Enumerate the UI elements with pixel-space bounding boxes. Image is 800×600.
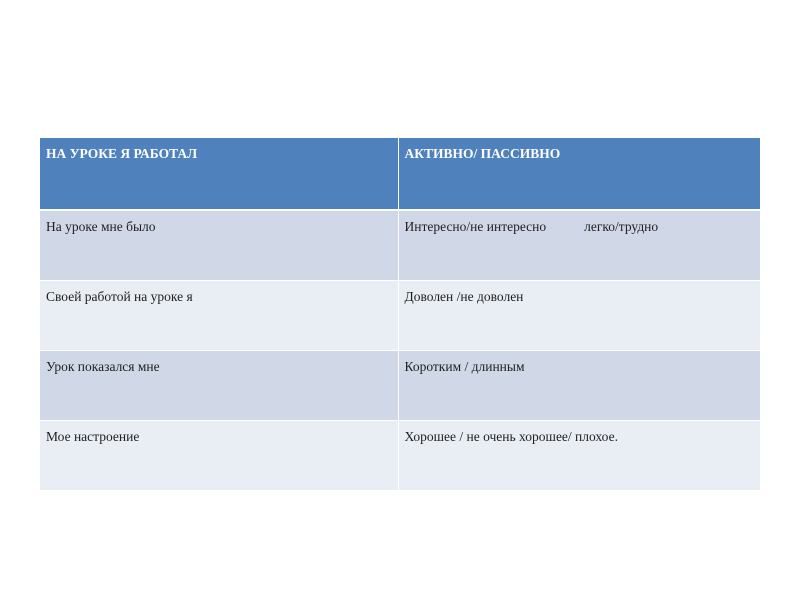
row-label-cell: На уроке мне было — [40, 210, 398, 280]
table-header-row — [40, 138, 760, 210]
table-row — [40, 280, 760, 350]
table-row — [40, 420, 760, 490]
row-value-cell: Доволен /не доволен — [398, 280, 760, 350]
row-value-cell: Хорошее / не очень хорошее/ плохое. — [398, 420, 760, 490]
header-cell-worked: НА УРОКЕ Я РАБОТАЛ — [40, 138, 398, 210]
row-label-cell: Мое настроение — [40, 420, 398, 490]
row-value-extra-text: легко/трудно — [584, 219, 659, 234]
row-value-cell — [398, 210, 760, 280]
table-row — [40, 210, 760, 280]
header-cell-active-passive: АКТИВНО/ ПАССИВНО — [398, 138, 760, 210]
row-value-cell: Коротким / длинным — [398, 350, 760, 420]
row-label-cell: Урок показался мне — [40, 350, 398, 420]
table-row — [40, 350, 760, 420]
reflection-table — [40, 138, 760, 491]
row-label-cell: Своей работой на уроке я — [40, 280, 398, 350]
row-value-text: Интересно/не интересно — [404, 219, 547, 234]
